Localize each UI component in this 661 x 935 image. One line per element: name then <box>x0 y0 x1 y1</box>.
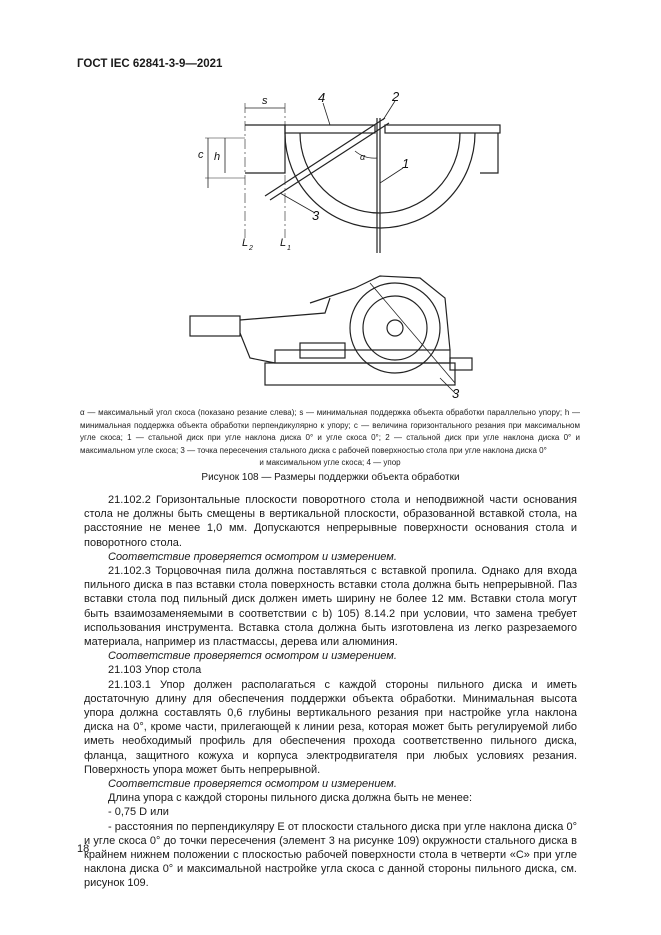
label-3: 3 <box>312 208 320 223</box>
label-4: 4 <box>318 90 326 105</box>
fence-right <box>385 125 500 133</box>
fence-left <box>285 125 375 133</box>
figure-title: Рисунок 108 — Размеры поддержки объекта обработки <box>201 472 460 483</box>
label-s: s <box>262 95 268 107</box>
label-L2: L <box>242 237 249 249</box>
paragraph: 21.102.3 Торцовочная пила должна поставляться с вставкой пропила. Однако для входа пильного диска в паз вставки стола поверхность вставки стола должна быть непрерывной. Паз вставки стола под пильный диск должен иметь ширину не более 12 мм. Вставки стола могут быть взаимозаменяемыми в соответствии с b) 105) 8.14.2 при условии, что замена требует использования инструмента. Вставка стола должна быть изготовлена из легко разрезаемого материала, например из пластмассы, дерева или алюминия. <box>84 565 577 649</box>
label-L1: L <box>280 237 287 249</box>
paragraph: Соответствие проверяется осмотром и измерением. <box>108 550 397 563</box>
base <box>265 363 455 385</box>
label-1: 1 <box>402 156 410 171</box>
legend-last: и максимальном угле скоса; 4 — упор <box>259 458 401 467</box>
paragraph: Соответствие проверяется осмотром и измерением. <box>108 650 397 663</box>
figure-legend <box>80 407 580 470</box>
legend-text: α — максимальный угол скоса (показано резание слева); s — минимальная поддержка объекта обработки параллельно упору; h — минимальная поддержка объекта обработки перпендикулярно к упору; c — величина горизонтального резания при максимальном угле скоса; 1 — стальной диск при угле наклона диска 0° и угле скоса 0°; 2 — стальной диск при угле наклона диска 0° и максимальном угле скоса; 3 — точка пересечения стального диска с рабочей поверхностью стола при угле наклона диска 0° <box>80 408 580 455</box>
handle <box>190 316 240 336</box>
label-h: h <box>214 151 221 163</box>
label-L2-sub: 2 <box>249 245 253 252</box>
label-2: 2 <box>392 89 400 104</box>
label-alpha: α <box>360 152 366 162</box>
body-text <box>84 493 577 891</box>
document-header: ГОСТ IEC 62841-3-9—2021 <box>77 58 223 70</box>
page-number: 18 <box>77 843 90 855</box>
label-c: c <box>198 149 204 161</box>
figure-108 <box>180 88 510 403</box>
label-3b: 3 <box>452 386 460 401</box>
list-item: - расстояния по перпендикуляру E от плоскости стального диска при угле наклона диска 0° и угле скоса 0° до точки пересечения (элемент 3 на рисунке 109) окружности стального диска в крайнем нижнем положении с плоскостью рабочей поверхности стола в четверти «C» при угле наклона диска 0° и максимальной настройке угла скоса с данной стороны пильного диска, см. рисунок 109. <box>84 820 577 890</box>
paragraph: 21.103.1 Упор должен располагаться с каждой стороны пильного диска и иметь достаточную длину для обеспечения поддержки объекта обработки. Минимальная высота упора должна составлять 0,6 глубины вертикального резания при настройке угла наклона диска на 0°, кроме части, прилегающей к линии реза, которая может быть регулируемой либо иметь необходимый профиль для обеспечения прохода соответственно пильного диска, фланца, защитного кожуха и корпуса электродвигателя при любых условиях резания. Поверхность упора может быть непрерывной. <box>84 678 577 776</box>
paragraph: 21.102.2 Горизонтальные плоскости поворотного стола и неподвижной части основания стола не должны быть смещены в вертикальной плоскости, образованной вставкой стола, на расстояние не менее 1,0 мм. Допускаются непрерывные поверхности основания стола и поворотного стола. <box>84 494 577 549</box>
list-item: - 0,75 D или <box>108 806 169 819</box>
paragraph: Длина упора с каждой стороны пильного диска должна быть не менее: <box>108 792 473 805</box>
label-L1-sub: 1 <box>287 245 291 252</box>
paragraph: Соответствие проверяется осмотром и измерением. <box>108 778 397 791</box>
section-heading: 21.103 Упор стола <box>108 664 202 677</box>
